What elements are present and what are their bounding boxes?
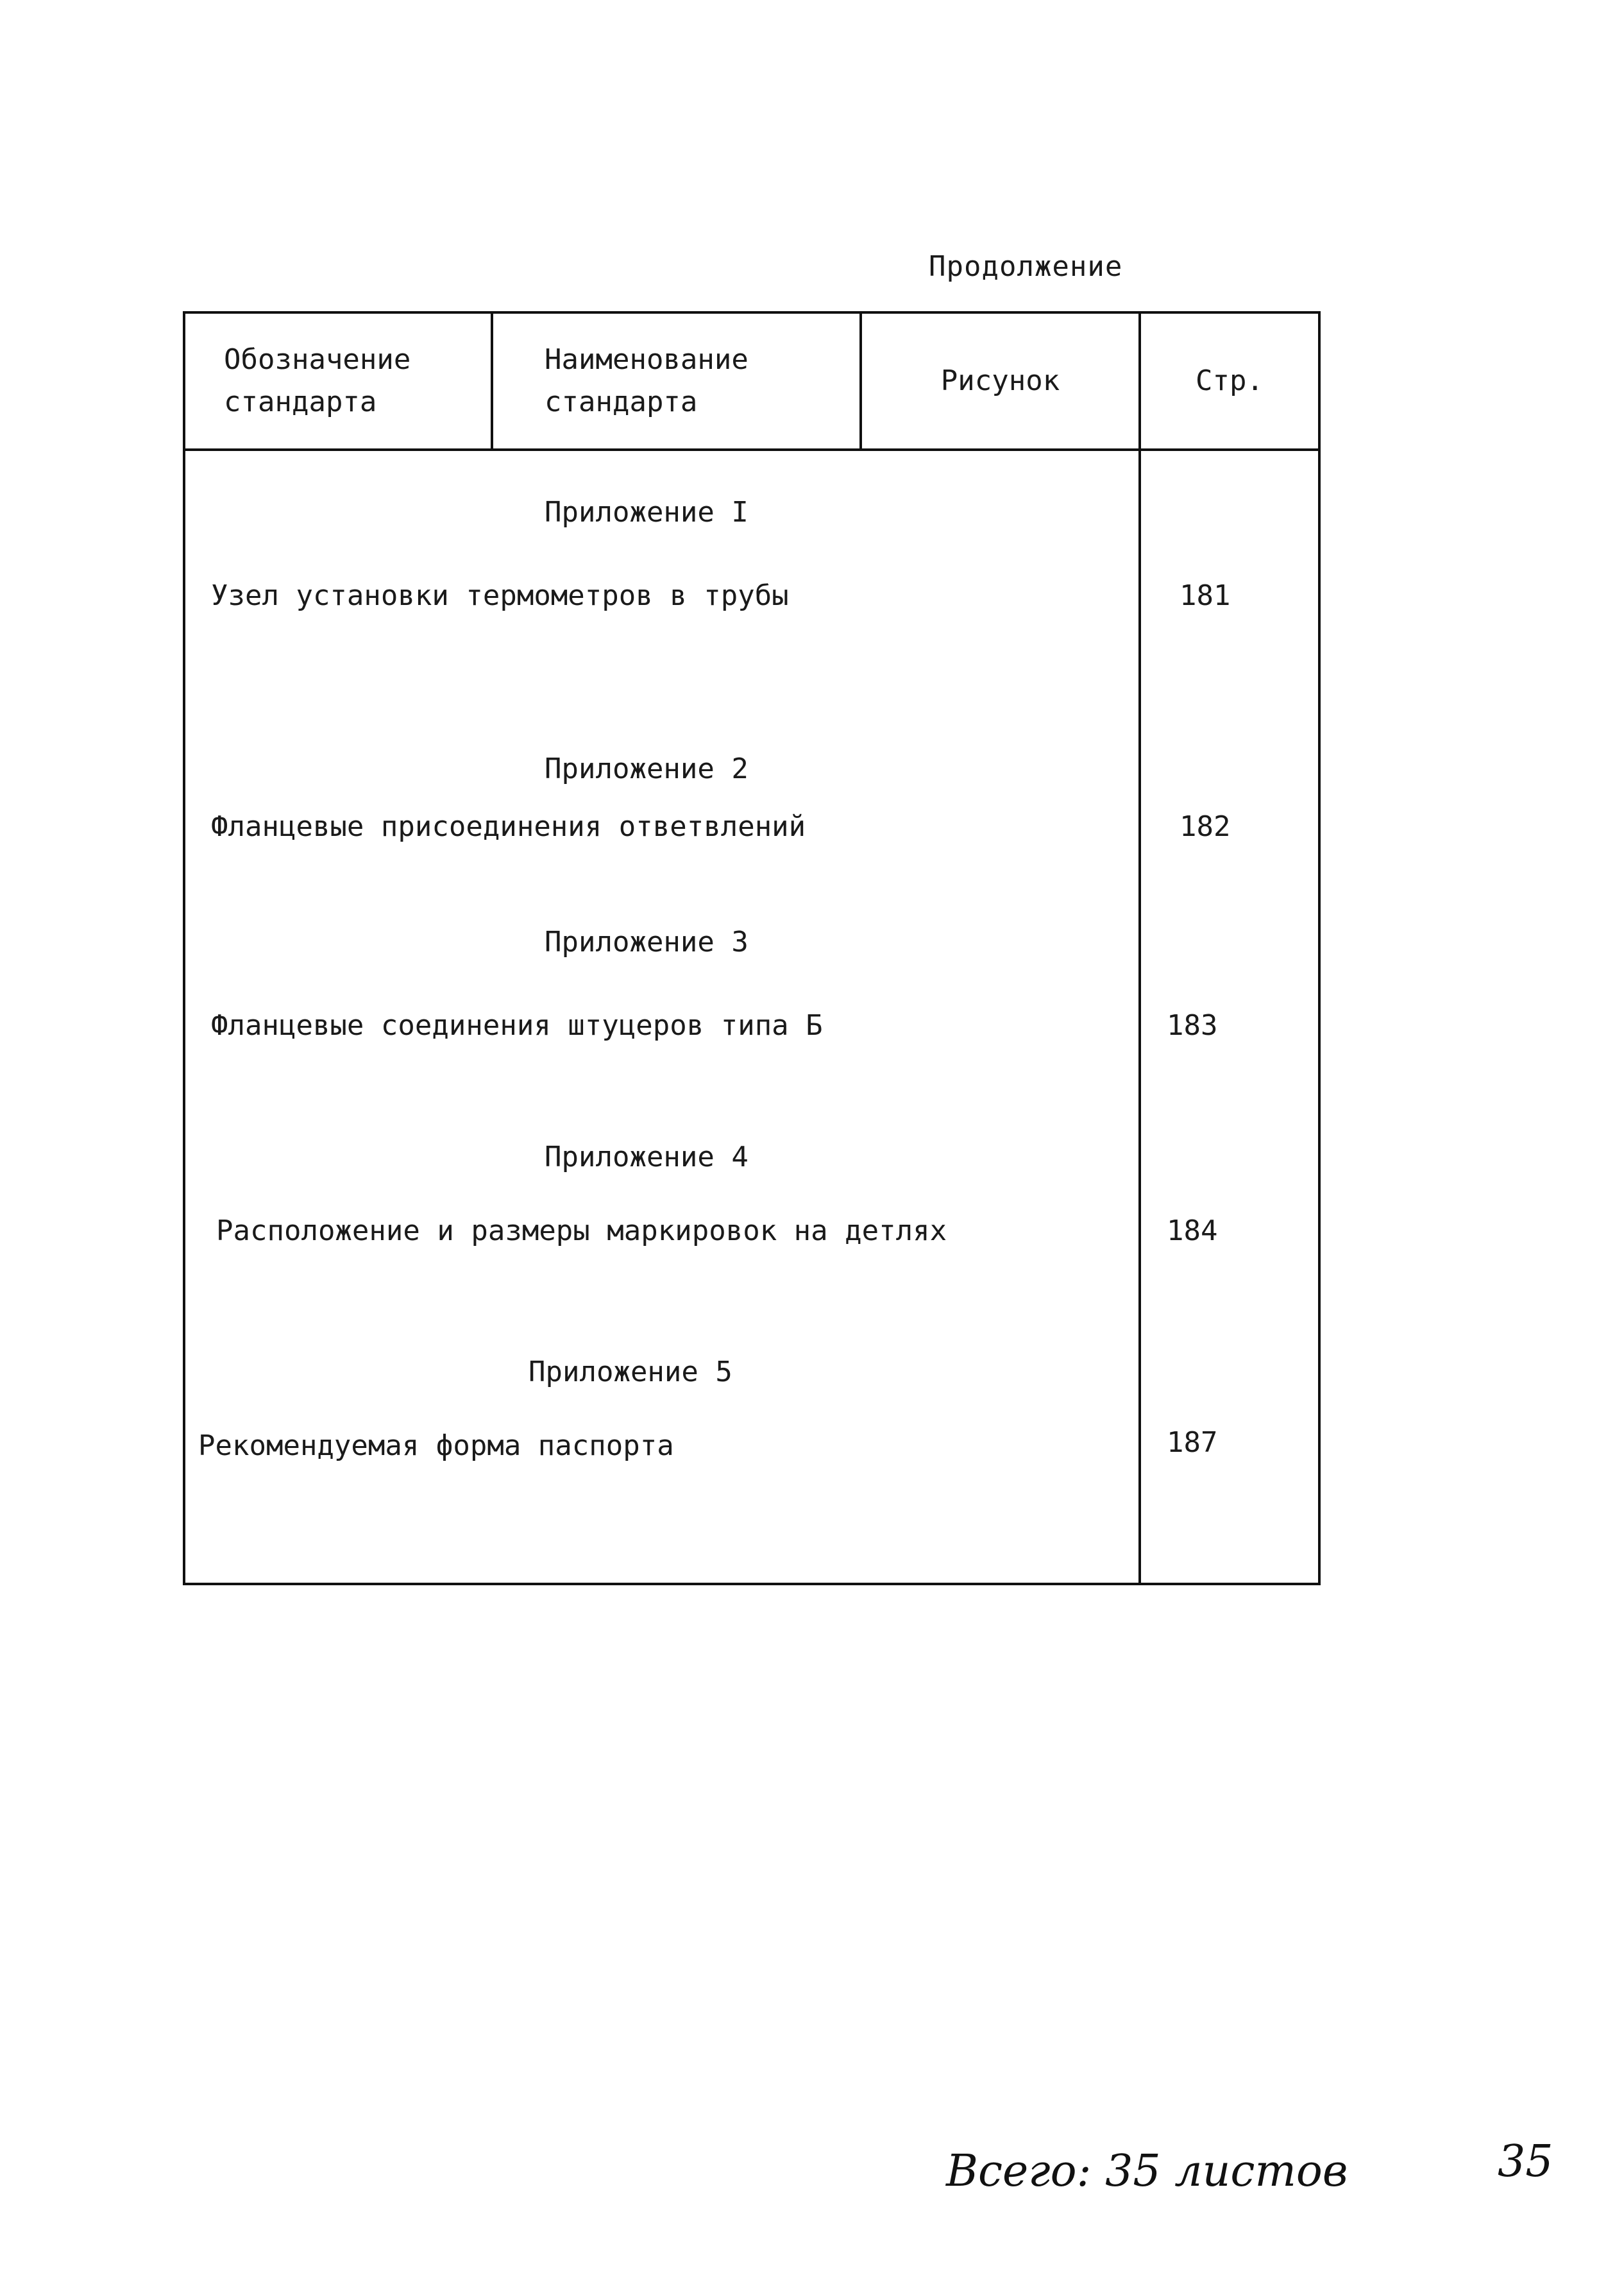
appendix-1-title: Приложение I xyxy=(545,496,749,529)
appendix-1-page: 181 xyxy=(1180,579,1231,612)
appendix-4-name: Расположение и размеры маркировок на детлях xyxy=(216,1214,947,1247)
header-designation xyxy=(184,312,492,450)
header-designation-line1: Обозначение xyxy=(224,343,411,376)
page-number-cell xyxy=(1140,450,1319,1584)
handwritten-page-number: 35 xyxy=(1498,2136,1553,2187)
appendix-2-title: Приложение 2 xyxy=(545,753,749,785)
appendix-2-name: Фланцевые присоединения ответвлений xyxy=(211,810,806,843)
appendix-2-page: 182 xyxy=(1180,810,1231,843)
appendix-4-page: 184 xyxy=(1167,1214,1218,1247)
table-body-row xyxy=(184,450,1319,1584)
appendix-content-cell xyxy=(184,450,1140,1584)
header-name-line1: Наименование xyxy=(545,343,749,376)
header-name xyxy=(492,312,861,450)
appendix-5-title: Приложение 5 xyxy=(529,1356,732,1388)
header-page: Стр. xyxy=(1140,312,1319,450)
appendix-3-name: Фланцевые соединения штуцеров типа Б xyxy=(211,1009,823,1042)
appendix-5-page: 187 xyxy=(1167,1426,1218,1459)
appendix-table xyxy=(183,311,1321,1585)
appendix-3-title: Приложение 3 xyxy=(545,926,749,958)
handwritten-sheet-total: Всего: 35 листов xyxy=(946,2146,1348,2197)
header-name-line2: стандарта xyxy=(545,386,698,418)
continuation-caption: Продолжение xyxy=(929,250,1123,283)
header-designation-line2: стандарта xyxy=(224,386,377,418)
table-header-row xyxy=(184,312,1319,450)
appendix-1-name: Узел установки термометров в трубы xyxy=(211,579,789,612)
appendix-4-title: Приложение 4 xyxy=(545,1141,749,1173)
appendix-5-name: Рекомендуемая форма паспорта xyxy=(198,1429,674,1462)
appendix-3-page: 183 xyxy=(1167,1009,1218,1042)
header-figure: Рисунок xyxy=(861,312,1140,450)
